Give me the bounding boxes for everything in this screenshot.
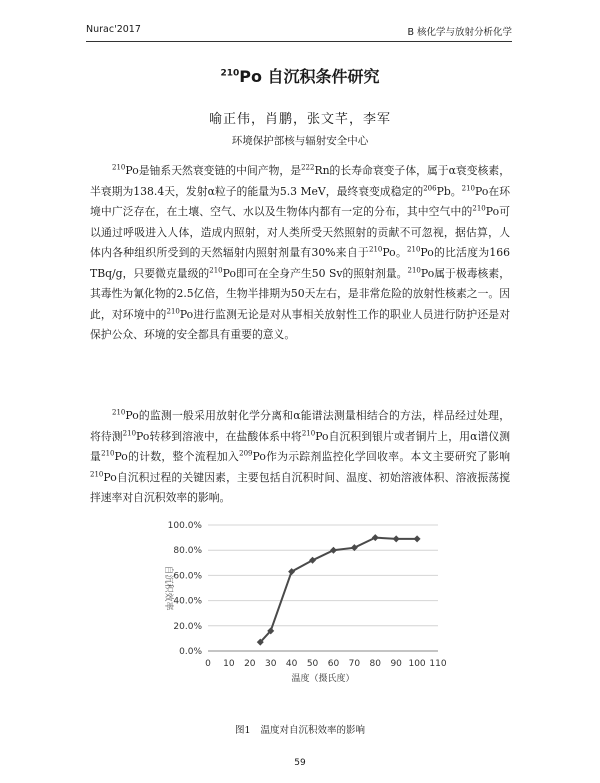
isotope-superscript: 206	[423, 183, 437, 192]
text-run: Po的比活度为166 TBq/g，只要微克量级的	[90, 246, 511, 280]
isotope-superscript: 210	[166, 306, 180, 315]
isotope-superscript: 210	[461, 183, 476, 192]
data-point	[414, 535, 421, 542]
header-conference: Nurac'2017	[86, 24, 141, 35]
text-run: Po的计数，整个流程加入	[114, 450, 240, 463]
isotope-superscript: 210	[472, 204, 486, 213]
text-run: Po即可在全身产生50 Sv的照射剂量。	[222, 266, 408, 280]
isotope-superscript: 209	[239, 449, 253, 458]
header-section: B 核化学与放射分析化学	[407, 27, 512, 38]
isotope-superscript: 210	[407, 265, 421, 274]
y-tick-label: 0.0%	[179, 647, 202, 657]
isotope-superscript: 210	[301, 428, 316, 437]
text-run: Pb。	[436, 184, 462, 198]
header-rule	[86, 41, 512, 42]
isotope-superscript: 210	[112, 408, 126, 417]
author-list: 喻正伟，肖鹏，张文芊，李军	[208, 112, 391, 127]
x-tick-label: 80	[369, 659, 381, 669]
y-tick-label: 20.0%	[173, 621, 202, 632]
x-tick-label: 10	[223, 659, 235, 669]
text-run: Po在环境中广泛存在，在土壤、空气、水以及生物体内都有一定的分布，其中空气中的	[90, 184, 510, 218]
paragraph-introduction	[90, 161, 510, 346]
y-tick-label: 80.0%	[173, 546, 202, 557]
data-point	[393, 535, 400, 542]
isotope-superscript: 222	[301, 163, 315, 172]
series-line	[260, 538, 417, 643]
x-axis-label: 温度（摄氏度）	[291, 674, 355, 684]
paragraph-methods	[90, 406, 510, 509]
text-run: Po自沉积过程的关键因素，主要包括自沉积时间、温度、初始溶液体积、溶液振荡搅拌速率对自沉积效率的影响。	[90, 470, 510, 504]
text-run: Po的监测一般采用放射化学分离和α能谱法测量相结合的方法，样品经过处理，将待测	[90, 409, 510, 443]
x-tick-label: 50	[306, 659, 319, 669]
text-run: Po作为示踪剂监控化学回收率。本文主要研究了影响	[252, 450, 511, 463]
isotope-superscript: 210	[368, 245, 383, 254]
figure-number: 图1	[234, 725, 251, 736]
text-run: Po转移到溶液中，在盐酸体系中将	[136, 429, 302, 443]
series-points	[257, 534, 421, 646]
text-run: Po是铀系天然衰变链的中间产物，是	[125, 164, 302, 177]
page-number: 59	[294, 758, 306, 768]
figure-caption	[0, 722, 600, 736]
figure-caption-text: 温度对自沉积效率的影响	[260, 725, 366, 736]
efficiency-vs-temperature-chart	[150, 513, 450, 713]
x-tick-label: 90	[390, 659, 402, 669]
title-text: Po 自沉积条件研究	[239, 67, 380, 86]
x-tick-labels	[205, 659, 447, 669]
text-run: Po可以通过呼吸进入人体，造成内照射，对人类所受天然照射的贡献不可忽视，据估算，人体内各种组织所受到的天然辐射内照射剂量有30%来自于	[90, 205, 511, 259]
x-tick-label: 60	[327, 659, 340, 669]
isotope-superscript: 210	[112, 163, 126, 172]
x-tick-label: 0	[205, 659, 211, 669]
y-axis-label: 自沉积效率	[163, 565, 173, 611]
isotope-superscript: 210	[90, 469, 104, 478]
x-tick-label: 110	[429, 659, 447, 669]
title-isotope-mass: 210	[220, 68, 240, 79]
x-tick-label: 40	[285, 659, 298, 669]
isotope-superscript: 210	[101, 449, 115, 458]
x-tick-label: 30	[265, 659, 277, 669]
paper-title	[0, 64, 600, 87]
affiliation: 环境保护部核与辐射安全中心	[231, 135, 369, 147]
isotope-superscript: 210	[209, 265, 223, 274]
x-tick-label: 20	[244, 659, 256, 669]
text-run: Po。	[382, 246, 408, 259]
text-run: Po进行监测无论是对从事相关放射性工作的职业人员进行防护还是对保护公众、环境的安全都具有重要的意义。	[90, 307, 511, 341]
text-run: Po属于极毒核素，其毒性为氰化物的2.5亿倍，生物半排期为50天左右，是非常危险的放射性核素之一。因此，对环境中的	[90, 266, 510, 321]
text-run: Rn的长寿命衰变子体，属于α衰变核素，半衰期为138.4天，发射α粒子的能量为5.3 MeV，最终衰变成稳定的	[90, 164, 511, 198]
x-tick-label: 70	[348, 659, 361, 669]
isotope-superscript: 210	[122, 428, 137, 437]
y-tick-label: 40.0%	[173, 596, 202, 607]
chart-gridlines	[208, 525, 438, 651]
isotope-superscript: 210	[407, 245, 421, 254]
y-tick-label: 100.0%	[167, 521, 202, 531]
text-run: Po自沉积到银片或者铜片上，用α谱仪测量	[90, 429, 511, 463]
data-point	[330, 547, 337, 554]
running-header	[86, 24, 512, 40]
y-tick-label: 60.0%	[173, 571, 202, 582]
x-tick-label: 100	[408, 659, 426, 669]
data-point	[372, 534, 379, 541]
